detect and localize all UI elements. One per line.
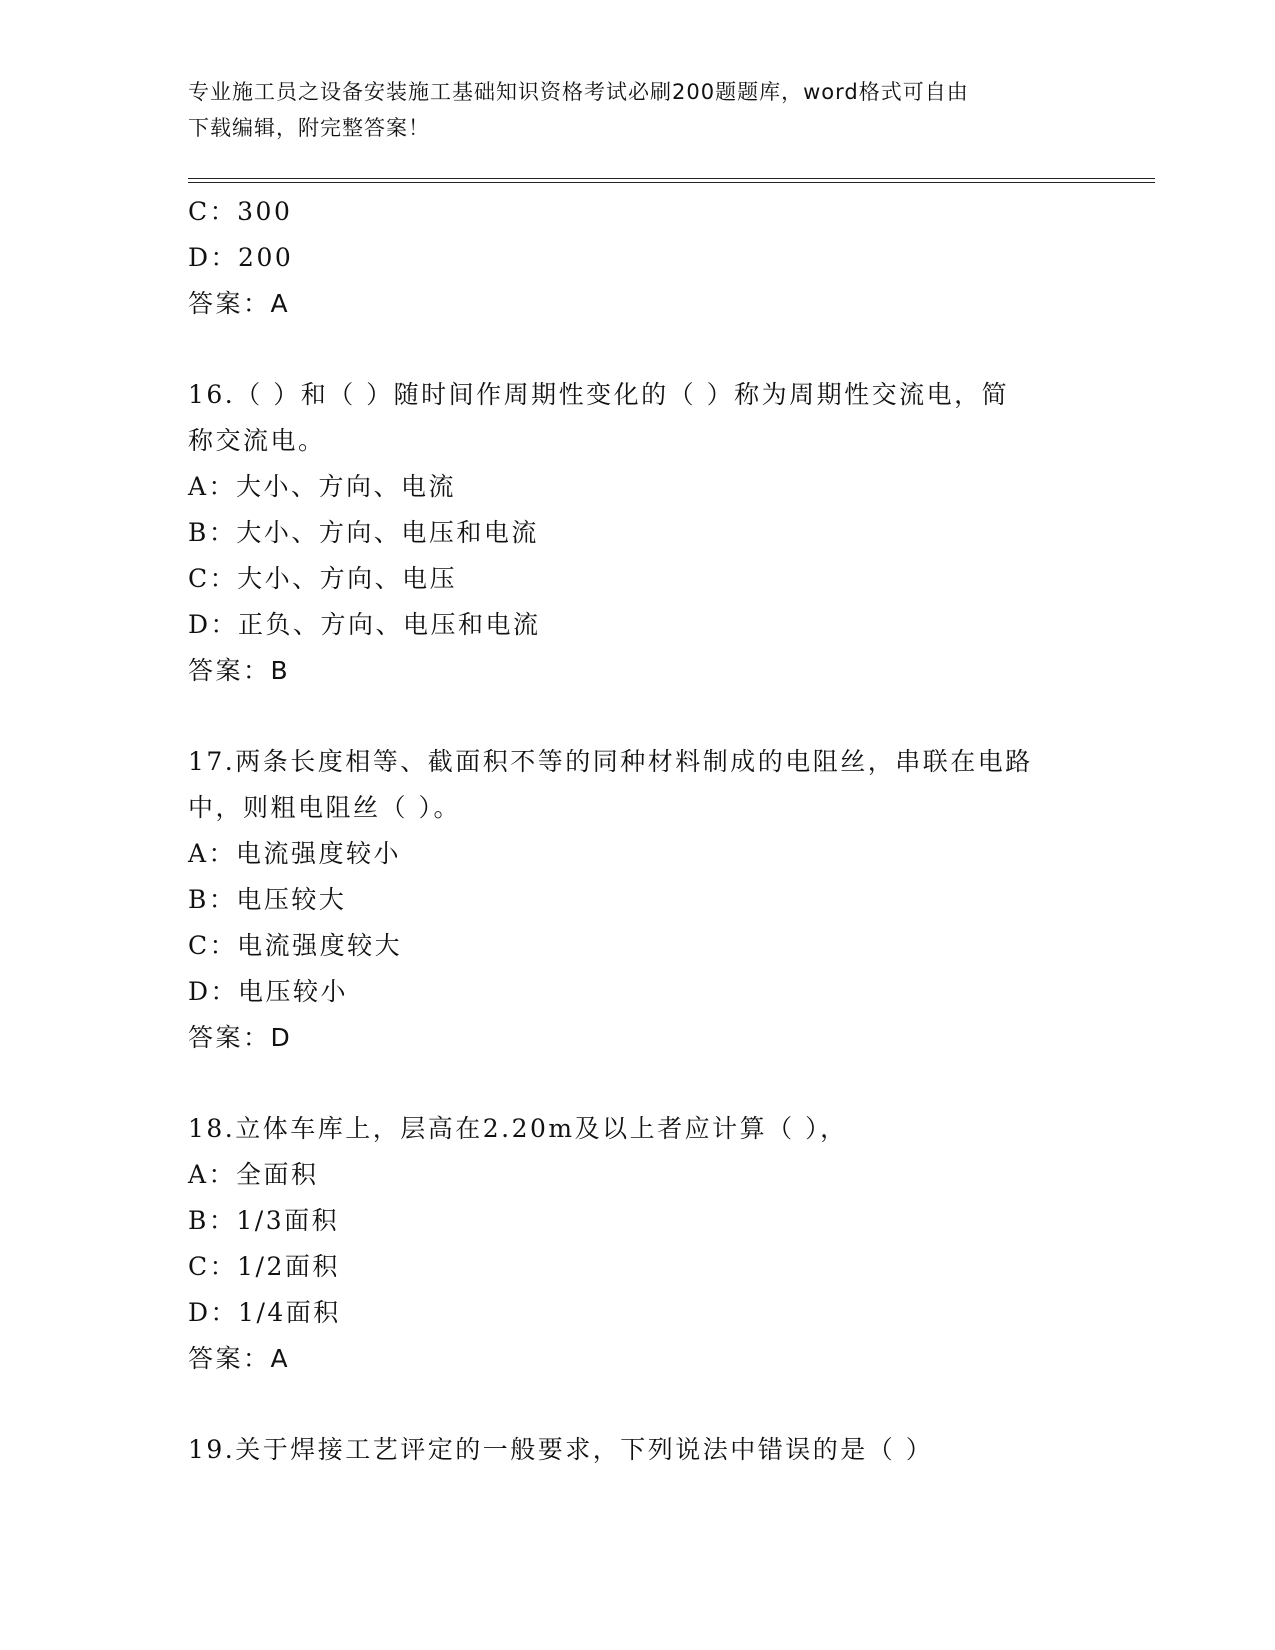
option-d: D：200 xyxy=(188,243,294,272)
option-a: A：电流强度较小 xyxy=(188,839,402,868)
option-b: B：电压较大 xyxy=(188,885,347,914)
question-stem-line: 18.立体车库上，层高在2.20m及以上者应计算（ ）， xyxy=(188,1114,848,1143)
option-b: B：大小、方向、电压和电流 xyxy=(188,518,539,547)
answer-line: 答案：D xyxy=(188,1023,293,1052)
answer-line: 答案：A xyxy=(188,289,291,318)
option-c: C：300 xyxy=(188,197,293,226)
question-stem-line: 19.关于焊接工艺评定的一般要求，下列说法中错误的是（ ） xyxy=(188,1435,934,1464)
question-18 xyxy=(188,1106,1088,1382)
question-16 xyxy=(188,372,1088,694)
question-stem-line: 称交流电。 xyxy=(188,426,326,455)
header-line-2: 下载编辑，附完整答案！ xyxy=(188,116,430,140)
question-stem-line: 17.两条长度相等、截面积不等的同种材料制成的电阻丝，串联在电路 xyxy=(188,747,1033,776)
question-stem-line: 16.（ ）和（ ）随时间作周期性变化的（ ）称为周期性交流电，简 xyxy=(188,380,1010,409)
answer-line: 答案：B xyxy=(188,656,291,685)
option-c: C：1/2面积 xyxy=(188,1252,340,1281)
option-a: A：全面积 xyxy=(188,1160,319,1189)
answer-line: 答案：A xyxy=(188,1344,291,1373)
option-d: D：电压较小 xyxy=(188,977,349,1006)
option-d: D：1/4面积 xyxy=(188,1298,341,1327)
option-b: B：1/3面积 xyxy=(188,1206,340,1235)
question-list xyxy=(188,189,1088,1473)
header-line-1: 专业施工员之设备安装施工基础知识资格考试必刷200题题库，word格式可自由 xyxy=(188,80,969,104)
partial-question xyxy=(188,189,1088,327)
header-divider-bottom xyxy=(188,182,1155,183)
option-a: A：大小、方向、电流 xyxy=(188,472,457,501)
document-header xyxy=(188,74,1068,146)
question-19 xyxy=(188,1427,1088,1473)
header-divider-top xyxy=(188,178,1155,179)
option-c: C：大小、方向、电压 xyxy=(188,564,458,593)
question-stem-line: 中，则粗电阻丝（ ）。 xyxy=(188,793,461,822)
option-c: C：电流强度较大 xyxy=(188,931,403,960)
question-17 xyxy=(188,739,1088,1061)
option-d: D：正负、方向、电压和电流 xyxy=(188,610,541,639)
